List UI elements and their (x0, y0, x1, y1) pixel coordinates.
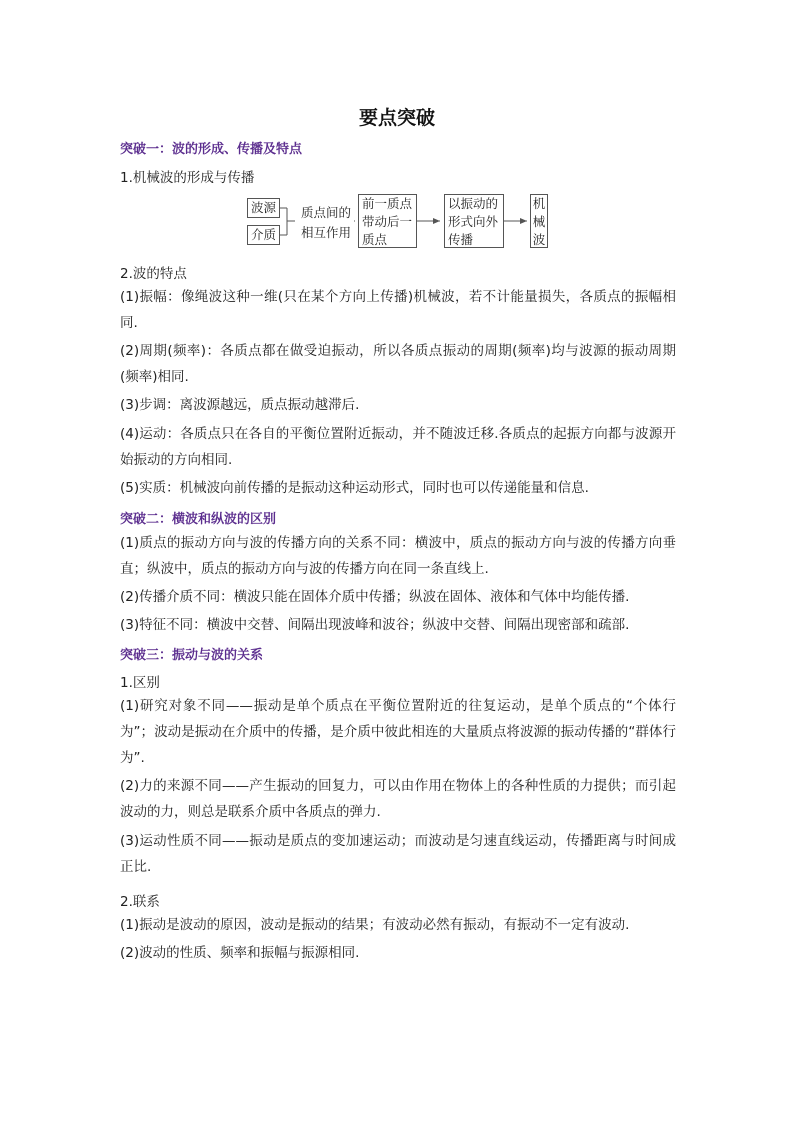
diagram-source-label: 波源 (250, 200, 276, 215)
diagram-step3-line: 以振动的 (448, 196, 499, 211)
diagram-step2-line: 带动后一 (362, 214, 413, 229)
section-heading-1: 突破一：波的形成、传播及特点 (120, 142, 303, 157)
diagram-result-char: 械 (532, 214, 546, 229)
relation-object: (1)研究对象不同——振动是单个质点在平衡位置附近的往复运动，是单个质点的“个体行为”；波动是振动在介质中的传播，是介质中彼此相连的大量质点将波源的振动传播的“群体行为”. (120, 698, 676, 766)
section-heading-2: 突破二：横波和纵波的区别 (120, 512, 277, 527)
page-title: 要点突破 (358, 107, 435, 129)
feature-phase: (3)步调：离波源越远，质点振动越滞后. (120, 397, 360, 413)
subheading-formation: 1.机械波的形成与传播 (120, 170, 255, 186)
difference-features: (3)特征不同：横波中交替、间隔出现波峰和波谷；纵波中交替、间隔出现密部和疏部. (120, 617, 630, 633)
diagram-result-char: 机 (532, 196, 546, 211)
diagram-result-box (530, 194, 548, 248)
diagram-step3-line: 形式向外 (448, 214, 499, 229)
difference-direction: (1)质点的振动方向与波的传播方向的关系不同：横波中，质点的振动方向与波的传播方向垂直；纵波中，质点的振动方向与波的传播方向在同一条直线上. (120, 535, 676, 577)
connection-properties: (2)波动的性质、频率和振幅与振源相同. (120, 945, 360, 961)
diagram-step1-line: 质点间的 (300, 205, 351, 220)
diagram-step3-line: 传播 (448, 232, 474, 247)
diagram-medium-label: 介质 (250, 227, 276, 242)
diagram-step2-line: 质点 (362, 232, 388, 247)
feature-motion: (4)运动：各质点只在各自的平衡位置附近振动，并不随波迁移.各质点的起振方向都与波源开始振动的方向相同. (120, 426, 676, 468)
diagram-result-char: 波 (532, 232, 546, 247)
diagram-medium-box (247, 225, 280, 245)
subheading-difference: 1.区别 (120, 675, 160, 691)
diagram-step2-box (358, 194, 417, 248)
diagram-source-box (247, 198, 280, 218)
subheading-connection: 2.联系 (120, 894, 160, 910)
diagram-step3-box (444, 194, 504, 248)
difference-medium: (2)传播介质不同：横波只能在固体介质中传播；纵波在固体、液体和气体中均能传播. (120, 589, 630, 605)
diagram-step2-line: 前一质点 (362, 196, 413, 211)
feature-essence: (5)实质：机械波向前传播的是振动这种运动形式，同时也可以传递能量和信息. (120, 480, 589, 496)
relation-force: (2)力的来源不同——产生振动的回复力，可以由作用在物体上的各种性质的力提供；而引起波动的力，则总是联系介质中各质点的弹力. (120, 778, 676, 820)
diagram-step1 (297, 203, 355, 243)
feature-period: (2)周期(频率)：各质点都在做受迫振动，所以各质点振动的周期(频率)均与波源的振动周期(频率)相同. (120, 343, 676, 385)
wave-formation-diagram (0, 0, 794, 260)
section-heading-3: 突破三：振动与波的关系 (120, 648, 264, 663)
connection-cause: (1)振动是波动的原因，波动是振动的结果；有波动必然有振动，有振动不一定有波动. (120, 917, 630, 933)
subheading-features: 2.波的特点 (120, 266, 187, 282)
relation-motion: (3)运动性质不同——振动是质点的变加速运动；而波动是匀速直线运动，传播距离与时间成正比. (120, 833, 676, 875)
diagram-step1-line: 相互作用 (300, 225, 351, 240)
feature-amplitude: (1)振幅：像绳波这种一维(只在某个方向上传播)机械波，若不计能量损失，各质点的振幅相同. (120, 289, 676, 331)
